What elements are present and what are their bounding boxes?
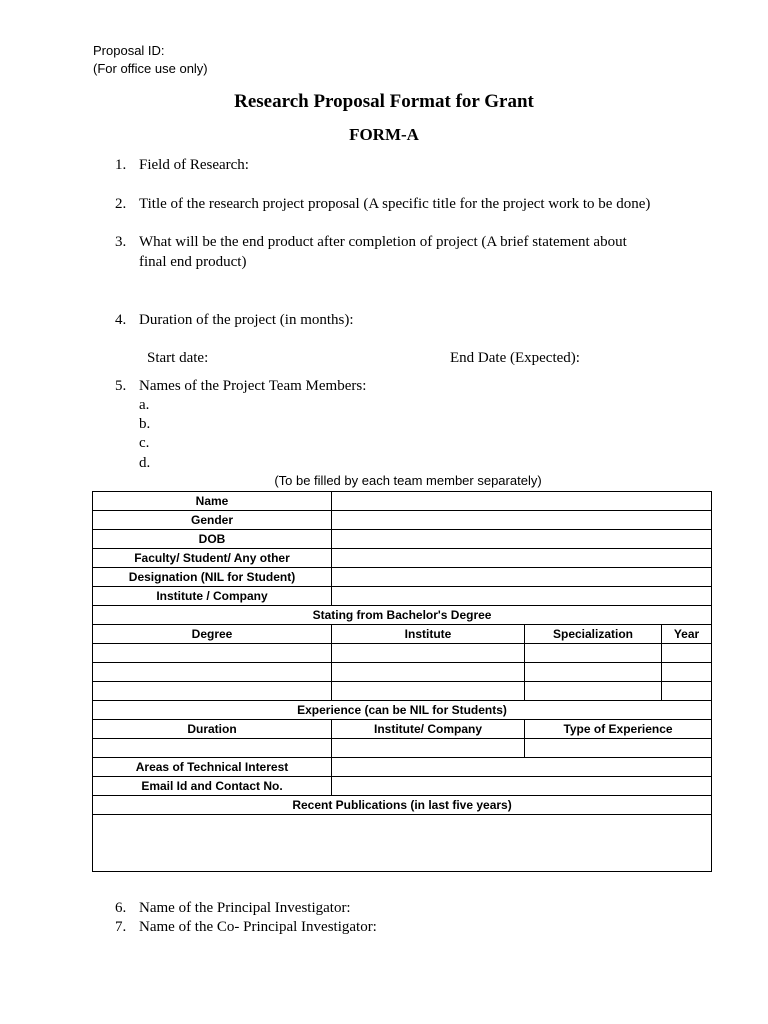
field-value-role[interactable]: [332, 549, 712, 568]
education-cell[interactable]: [93, 663, 332, 682]
table-row: [93, 777, 712, 796]
table-row: [93, 549, 712, 568]
table-row: [93, 739, 712, 758]
question-1: [115, 155, 675, 175]
field-label-institute: Institute / Company: [93, 587, 332, 606]
fill-instruction: (To be filled by each team member separately): [274, 473, 542, 488]
field-label-designation: Designation (NIL for Student): [93, 568, 332, 587]
education-cell[interactable]: [662, 644, 712, 663]
experience-cell[interactable]: [525, 739, 712, 758]
team-member-b: b.: [139, 416, 151, 432]
education-cell[interactable]: [525, 663, 662, 682]
column-header-duration: Duration: [93, 720, 332, 739]
team-member-d: d.: [139, 455, 151, 471]
table-row: [93, 606, 712, 625]
table-row: [93, 796, 712, 815]
question-6: [115, 898, 675, 918]
table-row: [93, 663, 712, 682]
field-value-designation[interactable]: [332, 568, 712, 587]
proposal-id-label: Proposal ID:: [93, 43, 165, 58]
education-cell[interactable]: [525, 682, 662, 701]
education-cell[interactable]: [332, 682, 525, 701]
question-5: [115, 376, 675, 396]
question-4: [115, 310, 675, 330]
table-row: [93, 568, 712, 587]
table-row: [93, 682, 712, 701]
field-label-dob: DOB: [93, 530, 332, 549]
team-member-a: a.: [139, 397, 150, 413]
office-use-note: [93, 42, 208, 78]
column-header-year: Year: [662, 625, 712, 644]
question-number: 5.: [115, 378, 127, 394]
table-row: [93, 511, 712, 530]
table-row: [93, 530, 712, 549]
question-7: [115, 917, 675, 937]
experience-cell[interactable]: [332, 739, 525, 758]
question-text: Field of Research:: [139, 157, 249, 173]
education-cell[interactable]: [93, 644, 332, 663]
education-cell[interactable]: [662, 663, 712, 682]
table-row: [93, 815, 712, 872]
column-header-experience-type: Type of Experience: [525, 720, 712, 739]
publications-heading: Recent Publications (in last five years): [93, 796, 712, 815]
form-label: FORM-A: [349, 125, 419, 144]
question-number: 3.: [115, 234, 127, 250]
column-header-company: Institute/ Company: [332, 720, 525, 739]
question-text: Title of the research project proposal (A specific title for the project work to be done): [139, 196, 651, 212]
education-heading: Stating from Bachelor's Degree: [93, 606, 712, 625]
question-text: Duration of the project (in months):: [139, 312, 354, 328]
table-row: [93, 587, 712, 606]
field-value-technical-interest[interactable]: [332, 758, 712, 777]
question-text: Name of the Principal Investigator:: [139, 900, 351, 916]
question-2: [115, 194, 675, 214]
field-value-name[interactable]: [332, 492, 712, 511]
question-number: 7.: [115, 919, 127, 935]
question-number: 1.: [115, 157, 127, 173]
education-cell[interactable]: [332, 644, 525, 663]
column-header-degree: Degree: [93, 625, 332, 644]
experience-heading: Experience (can be NIL for Students): [93, 701, 712, 720]
field-label-role: Faculty/ Student/ Any other: [93, 549, 332, 568]
table-header-row: [93, 720, 712, 739]
education-cell[interactable]: [525, 644, 662, 663]
table-row: [93, 701, 712, 720]
office-use-text: (For office use only): [93, 61, 208, 76]
end-date-label: End Date (Expected):: [450, 350, 580, 366]
table-header-row: [93, 625, 712, 644]
document-title: Research Proposal Format for Grant: [234, 91, 534, 112]
field-value-gender[interactable]: [332, 511, 712, 530]
team-member-c: c.: [139, 435, 150, 451]
publications-entry-area[interactable]: [93, 815, 712, 872]
field-label-contact: Email Id and Contact No.: [93, 777, 332, 796]
field-label-technical-interest: Areas of Technical Interest: [93, 758, 332, 777]
education-cell[interactable]: [332, 663, 525, 682]
education-cell[interactable]: [662, 682, 712, 701]
question-number: 2.: [115, 196, 127, 212]
question-text: Name of the Co- Principal Investigator:: [139, 919, 377, 935]
question-text: What will be the end product after completion of project (A brief statement about final end product): [139, 234, 627, 270]
question-number: 4.: [115, 312, 127, 328]
field-label-gender: Gender: [93, 511, 332, 530]
table-row: [93, 492, 712, 511]
team-member-details-table: [92, 491, 712, 872]
question-number: 6.: [115, 900, 127, 916]
question-text: Names of the Project Team Members:: [139, 378, 367, 394]
column-header-specialization: Specialization: [525, 625, 662, 644]
column-header-institute: Institute: [332, 625, 525, 644]
start-date-label: Start date:: [147, 350, 209, 366]
education-cell[interactable]: [93, 682, 332, 701]
table-row: [93, 644, 712, 663]
field-value-dob[interactable]: [332, 530, 712, 549]
field-value-institute[interactable]: [332, 587, 712, 606]
field-value-contact[interactable]: [332, 777, 712, 796]
question-3: [115, 232, 655, 272]
table-row: [93, 758, 712, 777]
field-label-name: Name: [93, 492, 332, 511]
experience-cell[interactable]: [93, 739, 332, 758]
